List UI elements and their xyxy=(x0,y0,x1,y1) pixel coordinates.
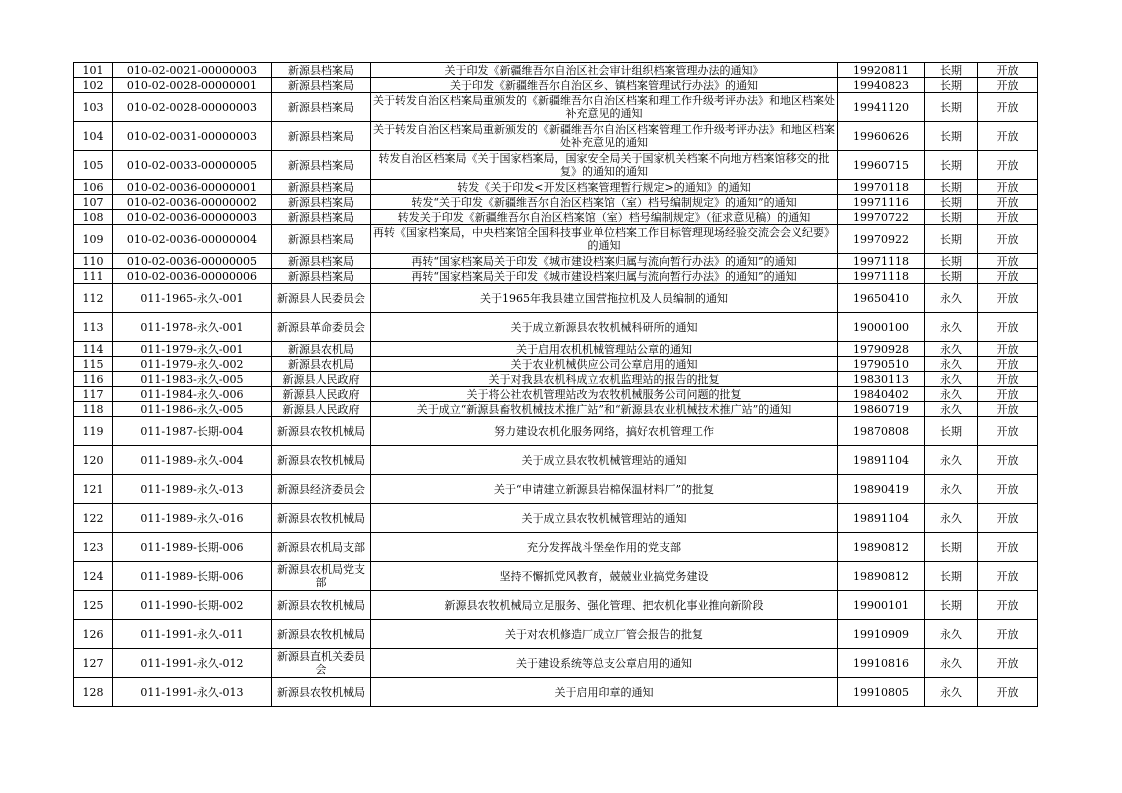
table-row xyxy=(74,284,1038,313)
archive-code-cell: 010-02-0036-00000003 xyxy=(113,210,272,225)
organization-cell: 新源县农牧机械局 xyxy=(272,446,371,475)
access-status-cell: 开放 xyxy=(978,357,1038,372)
table-row xyxy=(74,417,1038,446)
document-title-cell: 关于转发自治区档案局重新颁发的《新疆维吾尔自治区档案管理工作升级考评办法》和地区档案处补充意见的通知 xyxy=(371,122,838,151)
row-number-cell: 110 xyxy=(74,254,113,269)
document-title-cell: 关于成立县农牧机械管理站的通知 xyxy=(371,446,838,475)
access-status-cell: 开放 xyxy=(978,284,1038,313)
row-number-cell: 126 xyxy=(74,620,113,649)
archive-code-cell: 010-02-0036-00000005 xyxy=(113,254,272,269)
table-row xyxy=(74,151,1038,180)
organization-cell: 新源县人民政府 xyxy=(272,387,371,402)
access-status-cell: 开放 xyxy=(978,372,1038,387)
archive-code-cell: 011-1991-永久-012 xyxy=(113,649,272,678)
table-row xyxy=(74,195,1038,210)
date-cell: 19941120 xyxy=(838,93,925,122)
document-title-cell: 转发“关于印发《新疆维吾尔自治区档案馆（室）档号编制规定》的通知”的通知 xyxy=(371,195,838,210)
archive-code-cell: 011-1989-长期-006 xyxy=(113,562,272,591)
archive-code-cell: 010-02-0036-00000004 xyxy=(113,225,272,254)
access-status-cell: 开放 xyxy=(978,387,1038,402)
document-title-cell: 关于成立“新源县畜牧机械技术推广站”和“新源县农业机械技术推广站”的通知 xyxy=(371,402,838,417)
retention-term-cell: 永久 xyxy=(925,402,978,417)
table-row xyxy=(74,78,1038,93)
table-row xyxy=(74,649,1038,678)
retention-term-cell: 永久 xyxy=(925,357,978,372)
access-status-cell: 开放 xyxy=(978,678,1038,707)
organization-cell: 新源县档案局 xyxy=(272,225,371,254)
row-number-cell: 125 xyxy=(74,591,113,620)
table-row xyxy=(74,357,1038,372)
organization-cell: 新源县直机关委员会 xyxy=(272,649,371,678)
row-number-cell: 128 xyxy=(74,678,113,707)
date-cell: 19860719 xyxy=(838,402,925,417)
row-number-cell: 127 xyxy=(74,649,113,678)
document-title-cell: 努力建设农机化服务网络，搞好农机管理工作 xyxy=(371,417,838,446)
document-title-cell: 转发关于印发《新疆维吾尔自治区档案馆（室）档号编制规定》（征求意见稿）的通知 xyxy=(371,210,838,225)
date-cell: 19940823 xyxy=(838,78,925,93)
access-status-cell: 开放 xyxy=(978,254,1038,269)
organization-cell: 新源县档案局 xyxy=(272,63,371,78)
date-cell: 19891104 xyxy=(838,504,925,533)
table-row xyxy=(74,402,1038,417)
row-number-cell: 101 xyxy=(74,63,113,78)
organization-cell: 新源县农牧机械局 xyxy=(272,620,371,649)
table-row xyxy=(74,591,1038,620)
row-number-cell: 121 xyxy=(74,475,113,504)
table-row xyxy=(74,180,1038,195)
organization-cell: 新源县经济委员会 xyxy=(272,475,371,504)
row-number-cell: 107 xyxy=(74,195,113,210)
table-row xyxy=(74,475,1038,504)
date-cell: 19830113 xyxy=(838,372,925,387)
date-cell: 19890812 xyxy=(838,562,925,591)
date-cell: 19910805 xyxy=(838,678,925,707)
retention-term-cell: 长期 xyxy=(925,180,978,195)
row-number-cell: 105 xyxy=(74,151,113,180)
date-cell: 19000100 xyxy=(838,313,925,342)
organization-cell: 新源县人民政府 xyxy=(272,402,371,417)
archive-code-cell: 011-1989-长期-006 xyxy=(113,533,272,562)
access-status-cell: 开放 xyxy=(978,591,1038,620)
retention-term-cell: 永久 xyxy=(925,313,978,342)
retention-term-cell: 永久 xyxy=(925,475,978,504)
organization-cell: 新源县革命委员会 xyxy=(272,313,371,342)
date-cell: 19910816 xyxy=(838,649,925,678)
table-row xyxy=(74,533,1038,562)
retention-term-cell: 长期 xyxy=(925,254,978,269)
table-body xyxy=(74,63,1038,707)
document-title-cell: 再转“国家档案局关于印发《城市建设档案归属与流向暂行办法》的通知”的通知 xyxy=(371,254,838,269)
document-title-cell: 再转《国家档案局，中央档案馆全国科技事业单位档案工作目标管理现场经验交流会会义纪要》的通知 xyxy=(371,225,838,254)
date-cell: 19970118 xyxy=(838,180,925,195)
table-row xyxy=(74,504,1038,533)
table-row xyxy=(74,620,1038,649)
date-cell: 19840402 xyxy=(838,387,925,402)
document-title-cell: 关于农业机械供应公司公章启用的通知 xyxy=(371,357,838,372)
access-status-cell: 开放 xyxy=(978,313,1038,342)
row-number-cell: 115 xyxy=(74,357,113,372)
access-status-cell: 开放 xyxy=(978,417,1038,446)
archive-code-cell: 011-1979-永久-002 xyxy=(113,357,272,372)
organization-cell: 新源县农牧机械局 xyxy=(272,417,371,446)
date-cell: 19970922 xyxy=(838,225,925,254)
access-status-cell: 开放 xyxy=(978,93,1038,122)
organization-cell: 新源县档案局 xyxy=(272,151,371,180)
access-status-cell: 开放 xyxy=(978,649,1038,678)
retention-term-cell: 永久 xyxy=(925,504,978,533)
access-status-cell: 开放 xyxy=(978,63,1038,78)
retention-term-cell: 长期 xyxy=(925,591,978,620)
row-number-cell: 122 xyxy=(74,504,113,533)
archive-code-cell: 011-1989-永久-013 xyxy=(113,475,272,504)
table-row xyxy=(74,122,1038,151)
retention-term-cell: 长期 xyxy=(925,269,978,284)
document-title-cell: 关于成立新源县农牧机械科研所的通知 xyxy=(371,313,838,342)
archive-code-cell: 010-02-0036-00000002 xyxy=(113,195,272,210)
row-number-cell: 116 xyxy=(74,372,113,387)
date-cell: 19960715 xyxy=(838,151,925,180)
archive-code-cell: 011-1991-永久-011 xyxy=(113,620,272,649)
access-status-cell: 开放 xyxy=(978,122,1038,151)
archive-code-cell: 010-02-0031-00000003 xyxy=(113,122,272,151)
access-status-cell: 开放 xyxy=(978,195,1038,210)
row-number-cell: 111 xyxy=(74,269,113,284)
date-cell: 19890419 xyxy=(838,475,925,504)
document-title-cell: 关于启用印章的通知 xyxy=(371,678,838,707)
table-row xyxy=(74,562,1038,591)
retention-term-cell: 永久 xyxy=(925,372,978,387)
table-row xyxy=(74,210,1038,225)
organization-cell: 新源县档案局 xyxy=(272,93,371,122)
organization-cell: 新源县农机局 xyxy=(272,357,371,372)
table-row xyxy=(74,387,1038,402)
date-cell: 19891104 xyxy=(838,446,925,475)
row-number-cell: 106 xyxy=(74,180,113,195)
retention-term-cell: 永久 xyxy=(925,284,978,313)
document-title-cell: 关于“申请建立新源县岩棉保温材料厂”的批复 xyxy=(371,475,838,504)
access-status-cell: 开放 xyxy=(978,225,1038,254)
archive-code-cell: 011-1990-长期-002 xyxy=(113,591,272,620)
document-title-cell: 转发自治区档案局《关于国家档案局，国家安全局关于国家机关档案不向地方档案馆移交的批复》的通知的通知 xyxy=(371,151,838,180)
date-cell: 19971116 xyxy=(838,195,925,210)
date-cell: 19870808 xyxy=(838,417,925,446)
row-number-cell: 117 xyxy=(74,387,113,402)
organization-cell: 新源县农牧机械局 xyxy=(272,591,371,620)
archive-code-cell: 010-02-0028-00000003 xyxy=(113,93,272,122)
archive-code-cell: 011-1991-永久-013 xyxy=(113,678,272,707)
organization-cell: 新源县农牧机械局 xyxy=(272,678,371,707)
archive-code-cell: 011-1989-永久-004 xyxy=(113,446,272,475)
table-row xyxy=(74,269,1038,284)
access-status-cell: 开放 xyxy=(978,342,1038,357)
document-title-cell: 转发《关于印发<开发区档案管理暂行规定>的通知》的通知 xyxy=(371,180,838,195)
access-status-cell: 开放 xyxy=(978,475,1038,504)
row-number-cell: 120 xyxy=(74,446,113,475)
access-status-cell: 开放 xyxy=(978,533,1038,562)
date-cell: 19970722 xyxy=(838,210,925,225)
row-number-cell: 114 xyxy=(74,342,113,357)
access-status-cell: 开放 xyxy=(978,504,1038,533)
date-cell: 19790510 xyxy=(838,357,925,372)
retention-term-cell: 长期 xyxy=(925,195,978,210)
retention-term-cell: 长期 xyxy=(925,78,978,93)
archive-code-cell: 010-02-0036-00000006 xyxy=(113,269,272,284)
date-cell: 19900101 xyxy=(838,591,925,620)
table-row xyxy=(74,678,1038,707)
archive-code-cell: 010-02-0021-00000003 xyxy=(113,63,272,78)
document-title-cell: 关于将公社农机管理站改为农牧机械服务公司问题的批复 xyxy=(371,387,838,402)
retention-term-cell: 长期 xyxy=(925,533,978,562)
row-number-cell: 119 xyxy=(74,417,113,446)
archive-code-cell: 011-1978-永久-001 xyxy=(113,313,272,342)
access-status-cell: 开放 xyxy=(978,210,1038,225)
archive-code-cell: 010-02-0033-00000005 xyxy=(113,151,272,180)
organization-cell: 新源县农机局 xyxy=(272,342,371,357)
archive-code-cell: 011-1986-永久-005 xyxy=(113,402,272,417)
retention-term-cell: 长期 xyxy=(925,417,978,446)
retention-term-cell: 永久 xyxy=(925,387,978,402)
access-status-cell: 开放 xyxy=(978,269,1038,284)
document-title-cell: 关于印发《新疆维吾尔自治区社会审计组织档案管理办法的通知》 xyxy=(371,63,838,78)
table-row xyxy=(74,63,1038,78)
document-title-cell: 新源县农牧机械局立足服务、强化管理、把农机化事业推向新阶段 xyxy=(371,591,838,620)
date-cell: 19650410 xyxy=(838,284,925,313)
organization-cell: 新源县农机局支部 xyxy=(272,533,371,562)
organization-cell: 新源县档案局 xyxy=(272,195,371,210)
document-title-cell: 关于成立县农牧机械管理站的通知 xyxy=(371,504,838,533)
retention-term-cell: 长期 xyxy=(925,562,978,591)
table-row xyxy=(74,372,1038,387)
row-number-cell: 108 xyxy=(74,210,113,225)
document-title-cell: 关于印发《新疆维吾尔自治区乡、镇档案管理试行办法》的通知 xyxy=(371,78,838,93)
table-row xyxy=(74,254,1038,269)
access-status-cell: 开放 xyxy=(978,151,1038,180)
retention-term-cell: 长期 xyxy=(925,122,978,151)
archive-code-cell: 011-1987-长期-004 xyxy=(113,417,272,446)
document-title-cell: 充分发挥战斗堡垒作用的党支部 xyxy=(371,533,838,562)
retention-term-cell: 永久 xyxy=(925,649,978,678)
retention-term-cell: 永久 xyxy=(925,678,978,707)
organization-cell: 新源县人民委员会 xyxy=(272,284,371,313)
row-number-cell: 112 xyxy=(74,284,113,313)
table-row xyxy=(74,225,1038,254)
date-cell: 19790928 xyxy=(838,342,925,357)
document-title-cell: 关于启用农机机械管理站公章的通知 xyxy=(371,342,838,357)
access-status-cell: 开放 xyxy=(978,78,1038,93)
archive-code-cell: 010-02-0028-00000001 xyxy=(113,78,272,93)
retention-term-cell: 永久 xyxy=(925,620,978,649)
archive-code-cell: 011-1983-永久-005 xyxy=(113,372,272,387)
document-title-cell: 关于对农机修造厂成立厂管会报告的批复 xyxy=(371,620,838,649)
date-cell: 19971118 xyxy=(838,269,925,284)
organization-cell: 新源县档案局 xyxy=(272,269,371,284)
table-row xyxy=(74,342,1038,357)
document-title-cell: 关于转发自治区档案局重颁发的《新疆维吾尔自治区档案和理工作升级考评办法》和地区档案处补充意见的通知 xyxy=(371,93,838,122)
archive-code-cell: 011-1979-永久-001 xyxy=(113,342,272,357)
organization-cell: 新源县档案局 xyxy=(272,78,371,93)
table-row xyxy=(74,313,1038,342)
row-number-cell: 113 xyxy=(74,313,113,342)
organization-cell: 新源县农牧机械局 xyxy=(272,504,371,533)
archive-code-cell: 011-1984-永久-006 xyxy=(113,387,272,402)
access-status-cell: 开放 xyxy=(978,562,1038,591)
archive-code-cell: 010-02-0036-00000001 xyxy=(113,180,272,195)
document-title-cell: 关于1965年我县建立国营拖拉机及人员编制的通知 xyxy=(371,284,838,313)
retention-term-cell: 长期 xyxy=(925,93,978,122)
document-title-cell: 坚持不懈抓党风教育，兢兢业业搞党务建设 xyxy=(371,562,838,591)
row-number-cell: 104 xyxy=(74,122,113,151)
document-title-cell: 关于建设系统等总支公章启用的通知 xyxy=(371,649,838,678)
archive-catalog-table xyxy=(73,62,1038,707)
retention-term-cell: 长期 xyxy=(925,63,978,78)
table-row xyxy=(74,446,1038,475)
access-status-cell: 开放 xyxy=(978,620,1038,649)
organization-cell: 新源县档案局 xyxy=(272,210,371,225)
row-number-cell: 118 xyxy=(74,402,113,417)
table-row xyxy=(74,93,1038,122)
archive-code-cell: 011-1965-永久-001 xyxy=(113,284,272,313)
organization-cell: 新源县档案局 xyxy=(272,254,371,269)
row-number-cell: 109 xyxy=(74,225,113,254)
access-status-cell: 开放 xyxy=(978,180,1038,195)
access-status-cell: 开放 xyxy=(978,446,1038,475)
organization-cell: 新源县档案局 xyxy=(272,122,371,151)
row-number-cell: 123 xyxy=(74,533,113,562)
retention-term-cell: 长期 xyxy=(925,210,978,225)
date-cell: 19910909 xyxy=(838,620,925,649)
organization-cell: 新源县农机局党支部 xyxy=(272,562,371,591)
document-title-cell: 再转“国家档案局关于印发《城市建设档案归属与流向暂行办法》的通知”的通知 xyxy=(371,269,838,284)
access-status-cell: 开放 xyxy=(978,402,1038,417)
retention-term-cell: 长期 xyxy=(925,225,978,254)
date-cell: 19971118 xyxy=(838,254,925,269)
document-title-cell: 关于对我县农机科成立农机监理站的报告的批复 xyxy=(371,372,838,387)
retention-term-cell: 长期 xyxy=(925,151,978,180)
retention-term-cell: 永久 xyxy=(925,342,978,357)
date-cell: 19960626 xyxy=(838,122,925,151)
row-number-cell: 102 xyxy=(74,78,113,93)
organization-cell: 新源县人民政府 xyxy=(272,372,371,387)
retention-term-cell: 永久 xyxy=(925,446,978,475)
row-number-cell: 124 xyxy=(74,562,113,591)
archive-code-cell: 011-1989-永久-016 xyxy=(113,504,272,533)
organization-cell: 新源县档案局 xyxy=(272,180,371,195)
date-cell: 19890812 xyxy=(838,533,925,562)
date-cell: 19920811 xyxy=(838,63,925,78)
row-number-cell: 103 xyxy=(74,93,113,122)
